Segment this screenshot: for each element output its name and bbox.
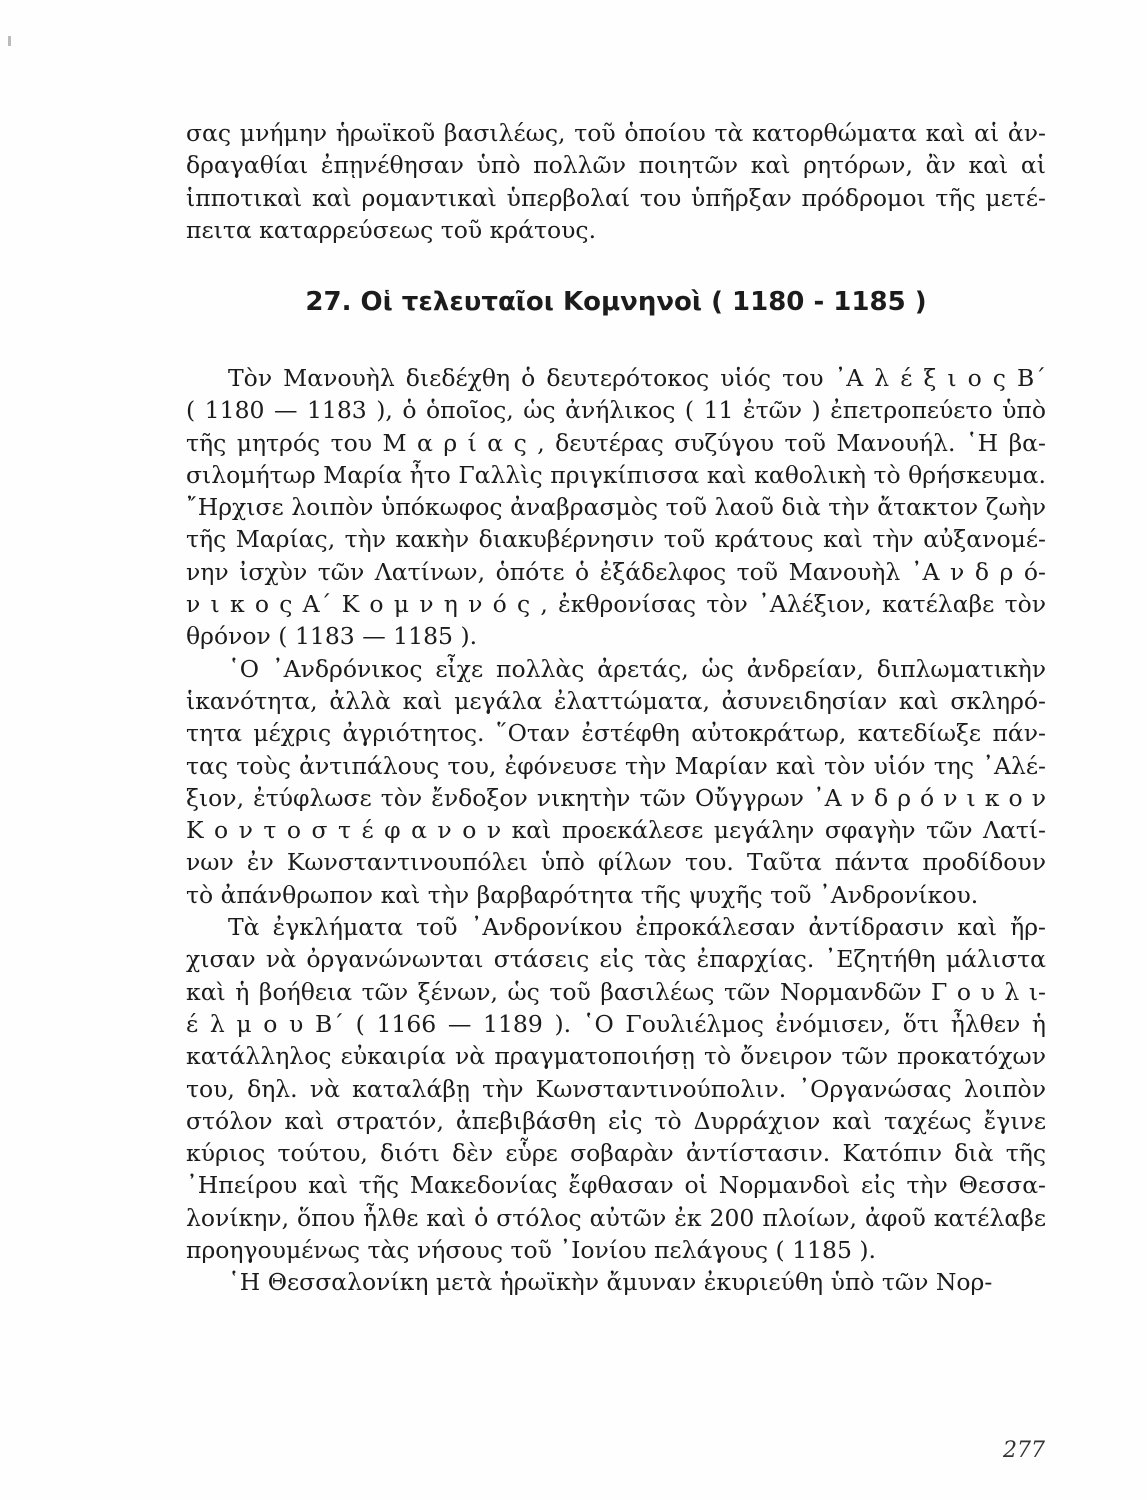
text-line: κατάλληλος εὐκαιρία νὰ πραγματοποιήσῃ τὸ ὄνειρον τῶν προκατόχων [186, 1042, 1046, 1071]
text-line: σιλομήτωρ Μαρία ἦτο Γαλλὶς πριγκίπισσα καὶ καθολικὴ τὸ θρήσκευμα. [186, 460, 1046, 489]
text-line: του, δηλ. νὰ καταλάβῃ τὴν Κωνσταντινούπολιν. ᾿Οργανώσας λοιπὸν [186, 1074, 1046, 1103]
text-line: τῆς μητρός του Μ α ρ ί α ς , δευτέρας συζύγου τοῦ Μανουήλ. ῾Η βα- [186, 428, 1046, 457]
text-line: τὸ ἀπάνθρωπον καὶ τὴν βαρβαρότητα τῆς ψυχῆς τοῦ ᾿Ανδρονίκου. [186, 880, 979, 909]
page-number: 277 [1003, 1438, 1045, 1463]
text-line: λονίκην, ὅπου ἦλθε καὶ ὁ στόλος αὐτῶν ἐκ 200 πλοίων, ἀφοῦ κατέλαβε [186, 1203, 1046, 1232]
text-line: νην ἰσχὺν τῶν Λατίνων, ὁπότε ὁ ἐξάδελφος τοῦ Μανουὴλ ᾿Α ν δ ρ ό- [186, 557, 1046, 586]
text-line: νων ἐν Κωνσταντινουπόλει ὑπὸ φίλων του. Ταῦτα πάντα προδίδουν [186, 848, 1046, 877]
text-line: στόλον καὶ στρατόν, ἀπεβιβάσθη εἰς τὸ Δυρράχιον καὶ ταχέως ἔγινε [186, 1106, 1046, 1135]
text-line: Τὰ ἐγκλήματα τοῦ ᾿Ανδρονίκου ἐπροκάλεσαν ἀντίδρασιν καὶ ἤρ- [228, 913, 1046, 942]
text-line: Κ ο ν τ ο σ τ έ φ α ν ο ν καὶ προεκάλεσε μεγάλην σφαγὴν τῶν Λατί- [186, 816, 1046, 845]
text-line: ᾿Ηπείρου καὶ τῆς Μακεδονίας ἔφθασαν οἱ Νορμανδοὶ εἰς τὴν Θεσσα- [186, 1171, 1046, 1200]
body-text [186, 362, 1046, 1299]
text-line: θρόνον ( 1183 — 1185 ). [186, 622, 478, 651]
text-line: ῾Η Θεσσαλονίκη μετὰ ἡρωϊκὴν ἄμυναν ἐκυριεύθη ὑπὸ τῶν Νορ- [228, 1268, 993, 1297]
text-line: δραγαθίαι ἐπῃνέθησαν ὑπὸ πολλῶν ποιητῶν καὶ ρητόρων, ἂν καὶ αἱ [186, 151, 1046, 180]
text-line: Τὸν Μανουὴλ διεδέχθη ὁ δευτερότοκος υἱός του ᾿Α λ έ ξ ι ο ς Β΄ [228, 364, 1046, 392]
text-line: προηγουμένως τὰς νήσους τοῦ ᾿Ιονίου πελάγους ( 1185 ). [186, 1236, 877, 1265]
text-line: έ λ μ ο υ Β΄ ( 1166 — 1189 ). ῾Ο Γουλιέλμος ἐνόμισεν, ὅτι ἦλθεν ἡ [186, 1009, 1046, 1038]
text-line: ῎Ηρχισε λοιπὸν ὑπόκωφος ἀναβρασμὸς τοῦ λαοῦ διὰ τὴν ἄτακτον ζωὴν [186, 493, 1046, 522]
text-line: τῆς Μαρίας, τὴν κακὴν διακυβέρνησιν τοῦ κράτους καὶ τὴν αὐξανομέ- [186, 525, 1046, 554]
text-line: τας τοὺς ἀντιπάλους του, ἐφόνευσε τὴν Μαρίαν καὶ τὸν υἱόν της ᾿Αλέ- [186, 751, 1046, 780]
scan-mark [8, 36, 11, 46]
text-line: πειτα καταρρεύσεως τοῦ κράτους. [186, 215, 597, 244]
text-line: ῾Ο ᾿Ανδρόνικος εἶχε πολλὰς ἀρετάς, ὡς ἀνδρείαν, διπλωματικὴν [228, 654, 1046, 683]
text-line: ἱκανότητα, ἀλλὰ καὶ μεγάλα ἐλαττώματα, ἀσυνειδησίαν καὶ σκληρό- [186, 686, 1046, 715]
text-line: κύριος τούτου, διότι δὲν εὗρε σοβαρὰν ἀντίστασιν. Κατόπιν διὰ τῆς [186, 1139, 1046, 1168]
text-line: ξιον, ἐτύφλωσε τὸν ἔνδοξον νικητὴν τῶν Οὔγγρων ᾿Α ν δ ρ ό ν ι κ ο ν [186, 783, 1046, 812]
text-line: καὶ ἡ βοήθεια τῶν ξένων, ὡς τοῦ βασιλέως τῶν Νορμανδῶν Γ ο υ λ ι- [186, 977, 1046, 1006]
text-line: ἱπποτικαὶ καὶ ρομαντικαὶ ὑπερβολαί του ὑπῆρξαν πρόδρομοι τῆς μετέ- [186, 183, 1046, 212]
intro-paragraph [186, 117, 1046, 246]
text-line: σας μνήμην ἡρωϊκοῦ βασιλέως, τοῦ ὁποίου τὰ κατορθώματα καὶ αἱ ἀν- [186, 119, 1046, 147]
section-heading: 27. Οἱ τελευταῖοι Κομνηνοὶ ( 1180 - 1185 ) [305, 287, 927, 317]
text-line: τητα μέχρις ἀγριότητος. ῞Οταν ἐστέφθη αὐτοκράτωρ, κατεδίωξε πάν- [186, 719, 1046, 748]
text-line: χισαν νὰ ὀργανώνωνται στάσεις εἰς τὰς ἐπαρχίας. ᾿Εζητήθη μάλιστα [186, 945, 1046, 974]
text-line: ν ι κ ο ς Α΄ Κ ο μ ν η ν ό ς , ἐκθρονίσας τὸν ᾿Αλέξιον, κατέλαβε τὸν [186, 590, 1046, 619]
text-line: ( 1180 — 1183 ), ὁ ὁποῖος, ὡς ἀνήλικος ( 11 ἐτῶν ) ἐπετροπεύετο ὑπὸ [186, 396, 1046, 425]
